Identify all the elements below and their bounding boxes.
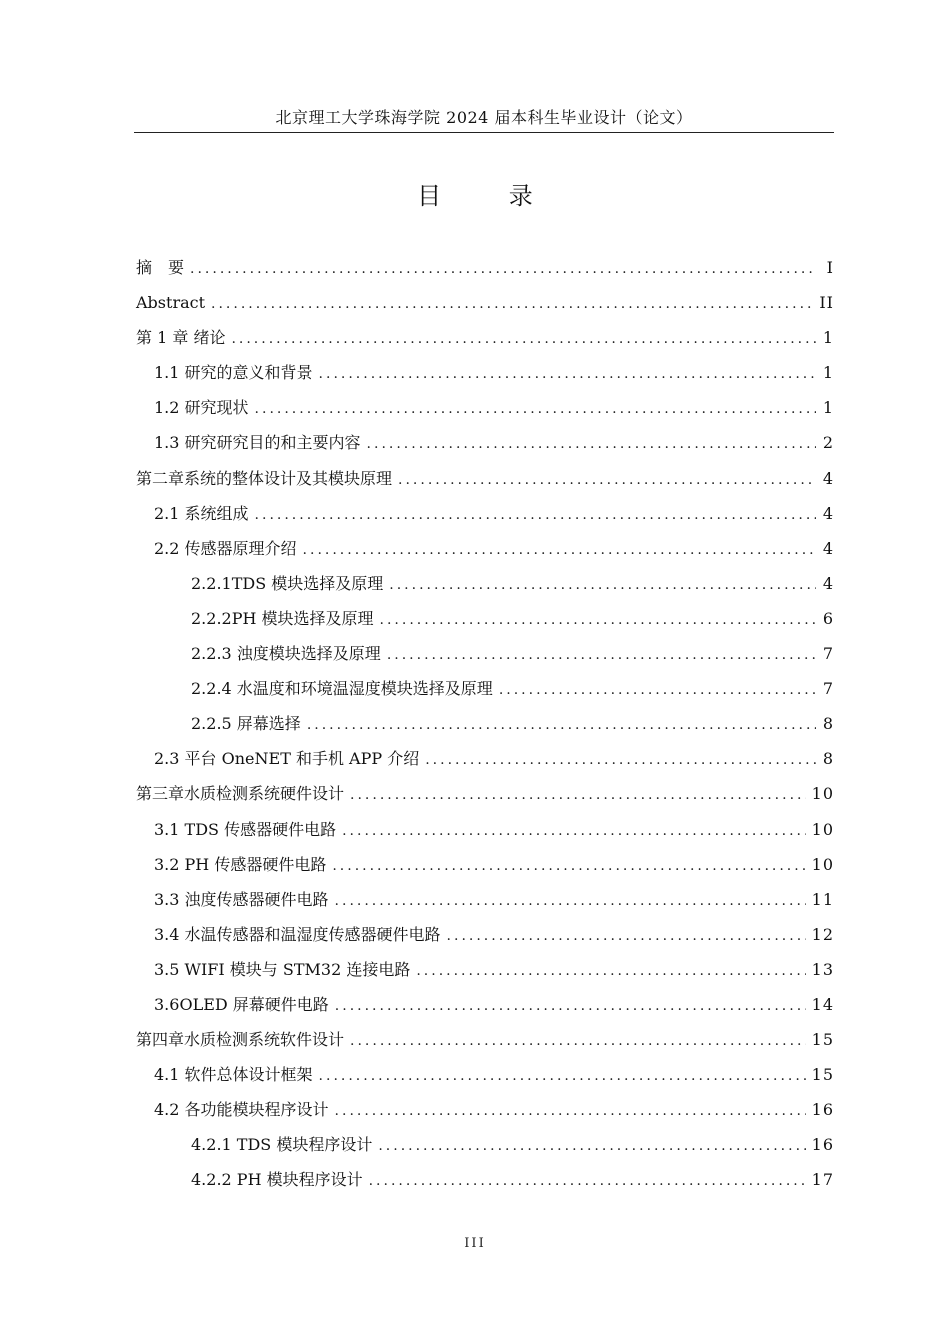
toc-entry[interactable] — [136, 601, 834, 636]
toc-dot-leader — [255, 498, 816, 533]
toc-entry[interactable] — [136, 706, 834, 741]
toc-entry[interactable] — [136, 425, 834, 460]
toc-dot-leader — [367, 427, 816, 462]
toc-entry-label: 2.2.1TDS 模块选择及原理 — [191, 573, 384, 593]
toc-entry-page: 6 — [822, 608, 834, 628]
toc-entry-label: 3.3 浊度传感器硬件电路 — [154, 889, 329, 909]
toc-dot-leader — [211, 287, 813, 322]
toc-entry[interactable] — [136, 987, 834, 1022]
toc-entry-label: 4.2.2 PH 模块程序设计 — [191, 1170, 363, 1190]
toc-dot-leader — [416, 954, 805, 989]
toc-entry-page: 17 — [811, 1170, 834, 1190]
toc-entry-page: 15 — [811, 1065, 834, 1085]
toc-entry-page: 7 — [822, 644, 834, 664]
toc-entry-page: 14 — [811, 994, 834, 1014]
toc-dot-leader — [332, 849, 805, 884]
toc-dot-leader — [335, 1094, 806, 1129]
toc-entry-label: 4.1 软件总体设计框架 — [154, 1065, 313, 1085]
toc-entry[interactable] — [136, 882, 834, 917]
toc-entry-page: 1 — [822, 363, 834, 383]
toc-dot-leader — [387, 638, 816, 673]
toc-entry-label: Abstract — [136, 293, 206, 313]
toc-entry-label: 2.2.4 水温度和环境温湿度模块选择及原理 — [191, 679, 493, 699]
toc-entry-page: 4 — [822, 538, 834, 558]
toc-entry[interactable] — [136, 320, 834, 355]
toc-dot-leader — [499, 673, 816, 708]
toc-entry-label: 3.6OLED 屏幕硬件电路 — [154, 994, 329, 1014]
toc-entry-page: 2 — [822, 433, 834, 453]
page-number: III — [464, 1236, 486, 1251]
toc-entry[interactable] — [136, 1127, 834, 1162]
toc-entry[interactable] — [136, 496, 834, 531]
toc-entry-label: 3.4 水温传感器和温湿度传感器硬件电路 — [154, 924, 441, 944]
toc-dot-leader — [190, 252, 816, 287]
toc-entry[interactable] — [136, 671, 834, 706]
toc-entry-label: 第二章系统的整体设计及其模块原理 — [136, 468, 393, 488]
toc-dot-leader — [335, 884, 806, 919]
toc-dot-leader — [398, 463, 816, 498]
toc-entry-page: II — [819, 293, 834, 313]
toc-entry[interactable] — [136, 250, 834, 285]
toc-entry[interactable] — [136, 952, 834, 987]
toc-dot-leader — [303, 533, 816, 568]
toc-entry-label: 第 1 章 绪论 — [136, 328, 226, 348]
toc-entry-label: 2.2 传感器原理介绍 — [154, 538, 297, 558]
toc-entry[interactable] — [136, 355, 834, 390]
toc-entry-label: 2.2.2PH 模块选择及原理 — [191, 608, 374, 628]
toc-dot-leader — [425, 743, 816, 778]
toc-dot-leader — [307, 708, 816, 743]
toc-entry[interactable] — [136, 531, 834, 566]
toc-entry-page: 10 — [811, 819, 834, 839]
toc-entry-label: 4.2 各功能模块程序设计 — [154, 1100, 329, 1120]
toc-entry[interactable] — [136, 461, 834, 496]
toc-dot-leader — [350, 1024, 806, 1059]
toc-entry-page: 10 — [811, 854, 834, 874]
toc-entry-page: 11 — [811, 889, 834, 909]
page-header: 北京理工大学珠海学院 2024 届本科生毕业设计（论文） — [134, 104, 834, 133]
toc-entry[interactable] — [136, 1022, 834, 1057]
toc-entry[interactable] — [136, 1162, 834, 1197]
table-of-contents — [136, 250, 834, 1198]
toc-dot-leader — [231, 322, 816, 357]
toc-entry-label: 2.3 平台 OneNET 和手机 APP 介绍 — [154, 749, 420, 769]
toc-title: 目 录 — [417, 182, 563, 210]
toc-dot-leader — [319, 1059, 806, 1094]
toc-dot-leader — [255, 392, 816, 427]
toc-entry-label: 2.2.5 屏幕选择 — [191, 714, 301, 734]
toc-entry-page: 13 — [811, 959, 834, 979]
toc-dot-leader — [447, 919, 806, 954]
toc-entry-page: I — [826, 258, 834, 277]
toc-entry-label: 3.2 PH 传感器硬件电路 — [154, 854, 327, 874]
toc-entry-page: 8 — [822, 714, 834, 734]
toc-entry-label: 3.5 WIFI 模块与 STM32 连接电路 — [154, 959, 411, 979]
toc-entry-label: 2.2.3 浊度模块选择及原理 — [191, 644, 381, 664]
toc-entry-page: 7 — [822, 679, 834, 699]
toc-dot-leader — [378, 1129, 805, 1164]
toc-entry-label: 4.2.1 TDS 模块程序设计 — [191, 1135, 373, 1155]
toc-dot-leader — [335, 989, 806, 1024]
toc-entry-label: 第三章水质检测系统硬件设计 — [136, 784, 345, 804]
toc-entry[interactable] — [136, 636, 834, 671]
toc-entry[interactable] — [136, 285, 834, 320]
toc-entry[interactable] — [136, 917, 834, 952]
toc-entry-page: 10 — [811, 784, 834, 804]
toc-entry-page: 4 — [822, 468, 834, 488]
toc-entry[interactable] — [136, 776, 834, 811]
toc-entry-label: 3.1 TDS 传感器硬件电路 — [154, 819, 337, 839]
toc-entry-page: 4 — [822, 503, 834, 523]
toc-entry[interactable] — [136, 741, 834, 776]
toc-entry[interactable] — [136, 390, 834, 425]
toc-entry[interactable] — [136, 1057, 834, 1092]
toc-dot-leader — [369, 1164, 806, 1199]
toc-entry-label: 摘 要 — [136, 258, 185, 277]
toc-entry-label: 1.2 研究现状 — [154, 398, 249, 418]
toc-dot-leader — [319, 357, 816, 392]
toc-entry-page: 1 — [822, 328, 834, 348]
toc-entry[interactable] — [136, 566, 834, 601]
toc-entry-page: 8 — [822, 749, 834, 769]
toc-dot-leader — [389, 568, 816, 603]
toc-entry[interactable] — [136, 847, 834, 882]
toc-dot-leader — [342, 814, 806, 849]
toc-entry-page: 16 — [811, 1100, 834, 1120]
toc-entry-label: 1.1 研究的意义和背景 — [154, 363, 313, 383]
toc-dot-leader — [350, 778, 806, 813]
toc-entry-label: 2.1 系统组成 — [154, 503, 249, 523]
toc-entry[interactable] — [136, 1092, 834, 1127]
toc-entry-page: 15 — [811, 1030, 834, 1050]
toc-entry[interactable] — [136, 812, 834, 847]
toc-entry-page: 12 — [811, 924, 834, 944]
toc-entry-page: 16 — [811, 1135, 834, 1155]
toc-entry-page: 4 — [822, 573, 834, 593]
toc-entry-label: 1.3 研究研究目的和主要内容 — [154, 433, 361, 453]
toc-entry-page: 1 — [822, 398, 834, 418]
toc-entry-label: 第四章水质检测系统软件设计 — [136, 1030, 345, 1050]
toc-dot-leader — [380, 603, 816, 638]
